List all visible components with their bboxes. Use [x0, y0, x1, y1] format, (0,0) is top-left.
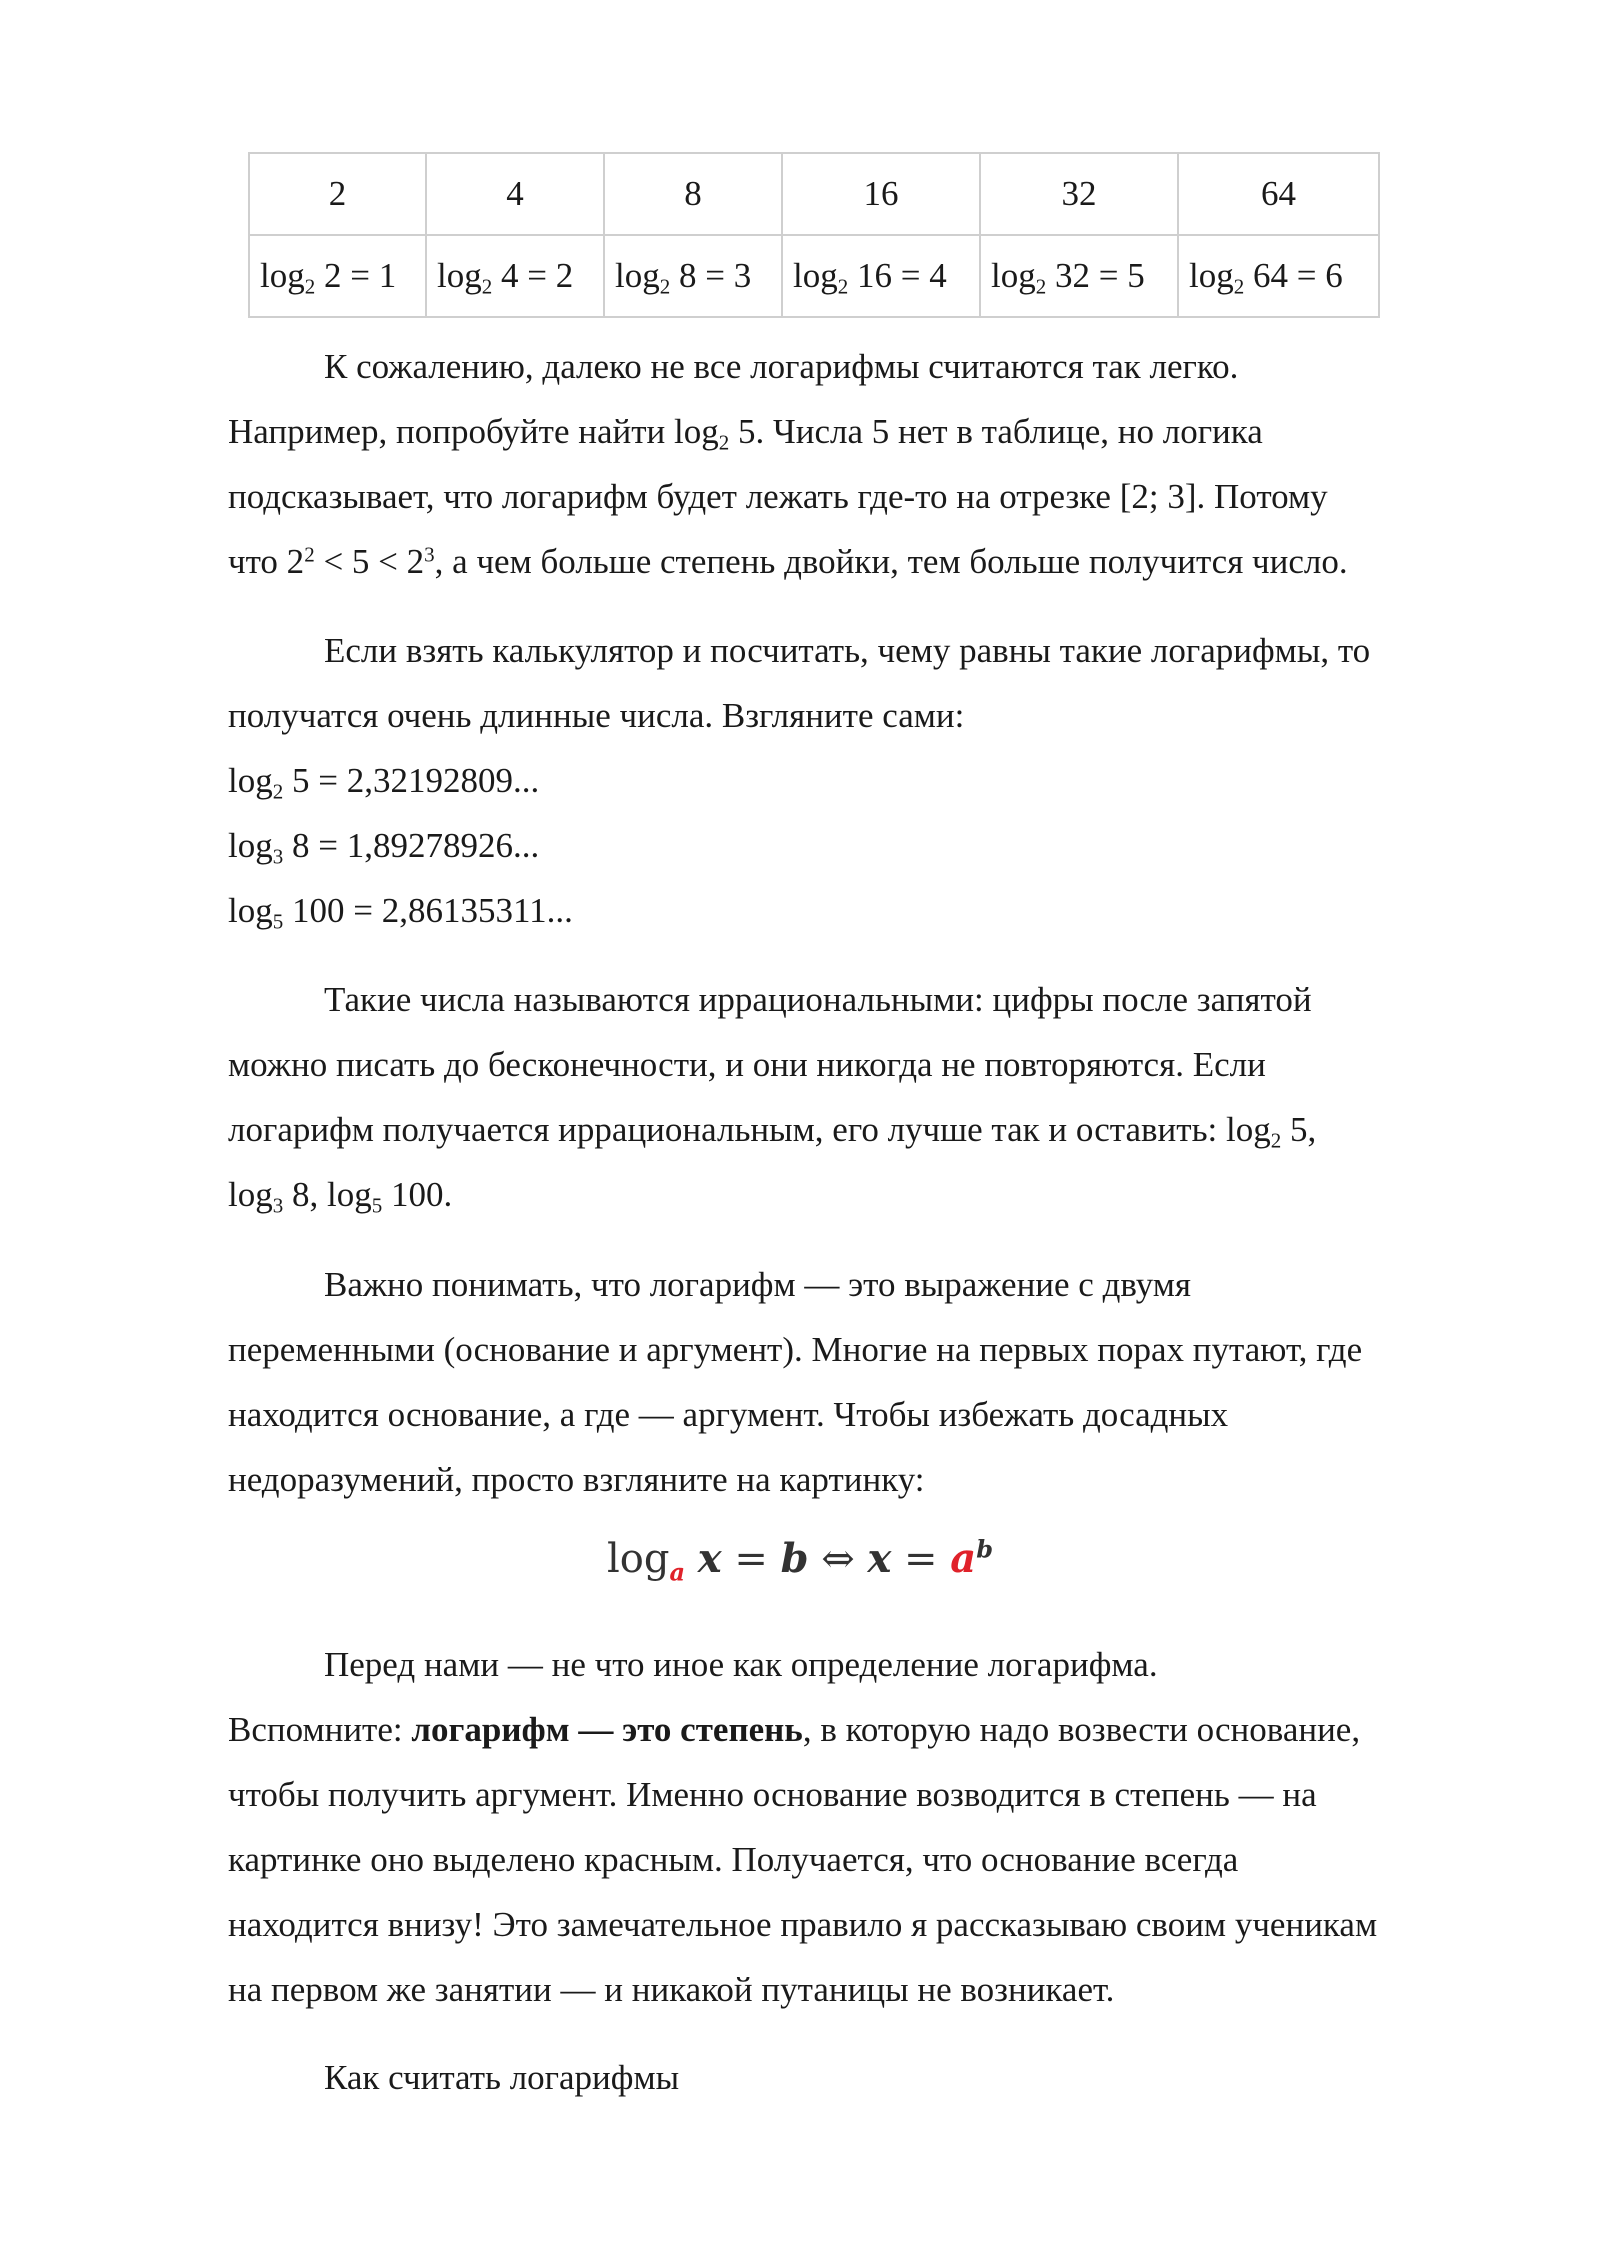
text-line: на первом же занятии — и никакой путаницы не возникает. [228, 1970, 1115, 2009]
table-cell: $\log_2 2 = 1$ [249, 235, 426, 317]
logarithm-definition-formula: $\log_a x = b$ ⇔ $x = a^b$ [606, 1534, 993, 1587]
text-line: К сожалению, далеко не все логарифмы считаются так легко. [324, 347, 1239, 386]
table-cell: 64 [1178, 153, 1379, 235]
table-cell: 8 [604, 153, 782, 235]
paragraph-5 [228, 1632, 1478, 2022]
text-line: Если взять калькулятор и посчитать, чему равны такие логарифмы, то [324, 631, 1371, 670]
bold-definition: логарифм — это степень [411, 1710, 803, 1749]
formula-base-sub: a [669, 1557, 686, 1587]
table-cell: $\log_2 32 = 5$ [980, 235, 1178, 317]
text-line: получатся очень длинные числа. Взгляните сами: [228, 696, 965, 735]
text-line: подсказывает, что логарифм будет лежать где-то на отрезке [2; 3]. Потому [228, 477, 1328, 516]
table-cell: 2 [249, 153, 426, 235]
table-cell: $\log_2 4 = 2$ [426, 235, 604, 317]
text-line: Вспомните: логарифм — это степень, в которую надо возвести основание, [228, 1710, 1361, 1749]
section-heading [228, 2045, 1478, 2110]
text-line: Например, попробуйте найти $\log_2 5$. Числа 5 нет в таблице, но логика [228, 412, 1263, 455]
text-line: Такие числа называются иррациональными: цифры после запятой [324, 980, 1312, 1019]
equivalence-arrow-icon: ⇔ [808, 1536, 868, 1582]
formula-base: a [950, 1535, 977, 1582]
table-cell: 16 [782, 153, 980, 235]
text-line: чтобы получить аргумент. Именно основание возводится в степень — на [228, 1775, 1317, 1814]
text-line: что $2^2 < 5 < 2^3$, а чем больше степень двойки, тем больше получится число. [228, 542, 1348, 581]
text-line: находится внизу! Это замечательное правило я рассказываю своим ученикам [228, 1905, 1378, 1944]
text-line: переменными (основание и аргумент). Многие на первых порах путают, где [228, 1330, 1363, 1369]
table-row-numbers [249, 153, 1379, 235]
example-line: $\log_3 8 = 1,89278926$... [228, 826, 540, 869]
text-line: $\log_3 8$, $\log_5 100$. [228, 1175, 453, 1218]
paragraph-4 [228, 1252, 1478, 1512]
table-cell: 4 [426, 153, 604, 235]
table-cell: $\log_2 16 = 4$ [782, 235, 980, 317]
text-line: недоразумений, просто взгляните на картинку: [228, 1460, 925, 1499]
powers-of-two-table [248, 152, 1380, 318]
text-line: находится основание, а где — аргумент. Чтобы избежать досадных [228, 1395, 1229, 1434]
paragraph-2 [228, 618, 1478, 943]
table-cell: 32 [980, 153, 1178, 235]
heading-text: Как считать логарифмы [324, 2058, 680, 2097]
example-line: $\log_2 5 = 2,32192809$... [228, 761, 540, 804]
example-line: $\log_5 100 = 2,86135311$... [228, 891, 573, 934]
text-line: логарифм получается иррациональным, его лучше так и оставить: $\log_2 5$, [228, 1110, 1317, 1153]
paragraph-3 [228, 967, 1478, 1227]
text-line: Важно понимать, что логарифм — это выражение с двумя [324, 1265, 1192, 1304]
text-line: картинке оно выделено красным. Получается, что основание всегда [228, 1840, 1239, 1879]
table-cell: $\log_2 64 = 6$ [1178, 235, 1379, 317]
table-cell: $\log_2 8 = 3$ [604, 235, 782, 317]
paragraph-1 [228, 334, 1478, 594]
table-row-logarithms [249, 235, 1379, 317]
text-line: Перед нами — не что иное как определение логарифма. [324, 1645, 1158, 1684]
text-line: можно писать до бесконечности, и они никогда не повторяются. Если [228, 1045, 1266, 1084]
